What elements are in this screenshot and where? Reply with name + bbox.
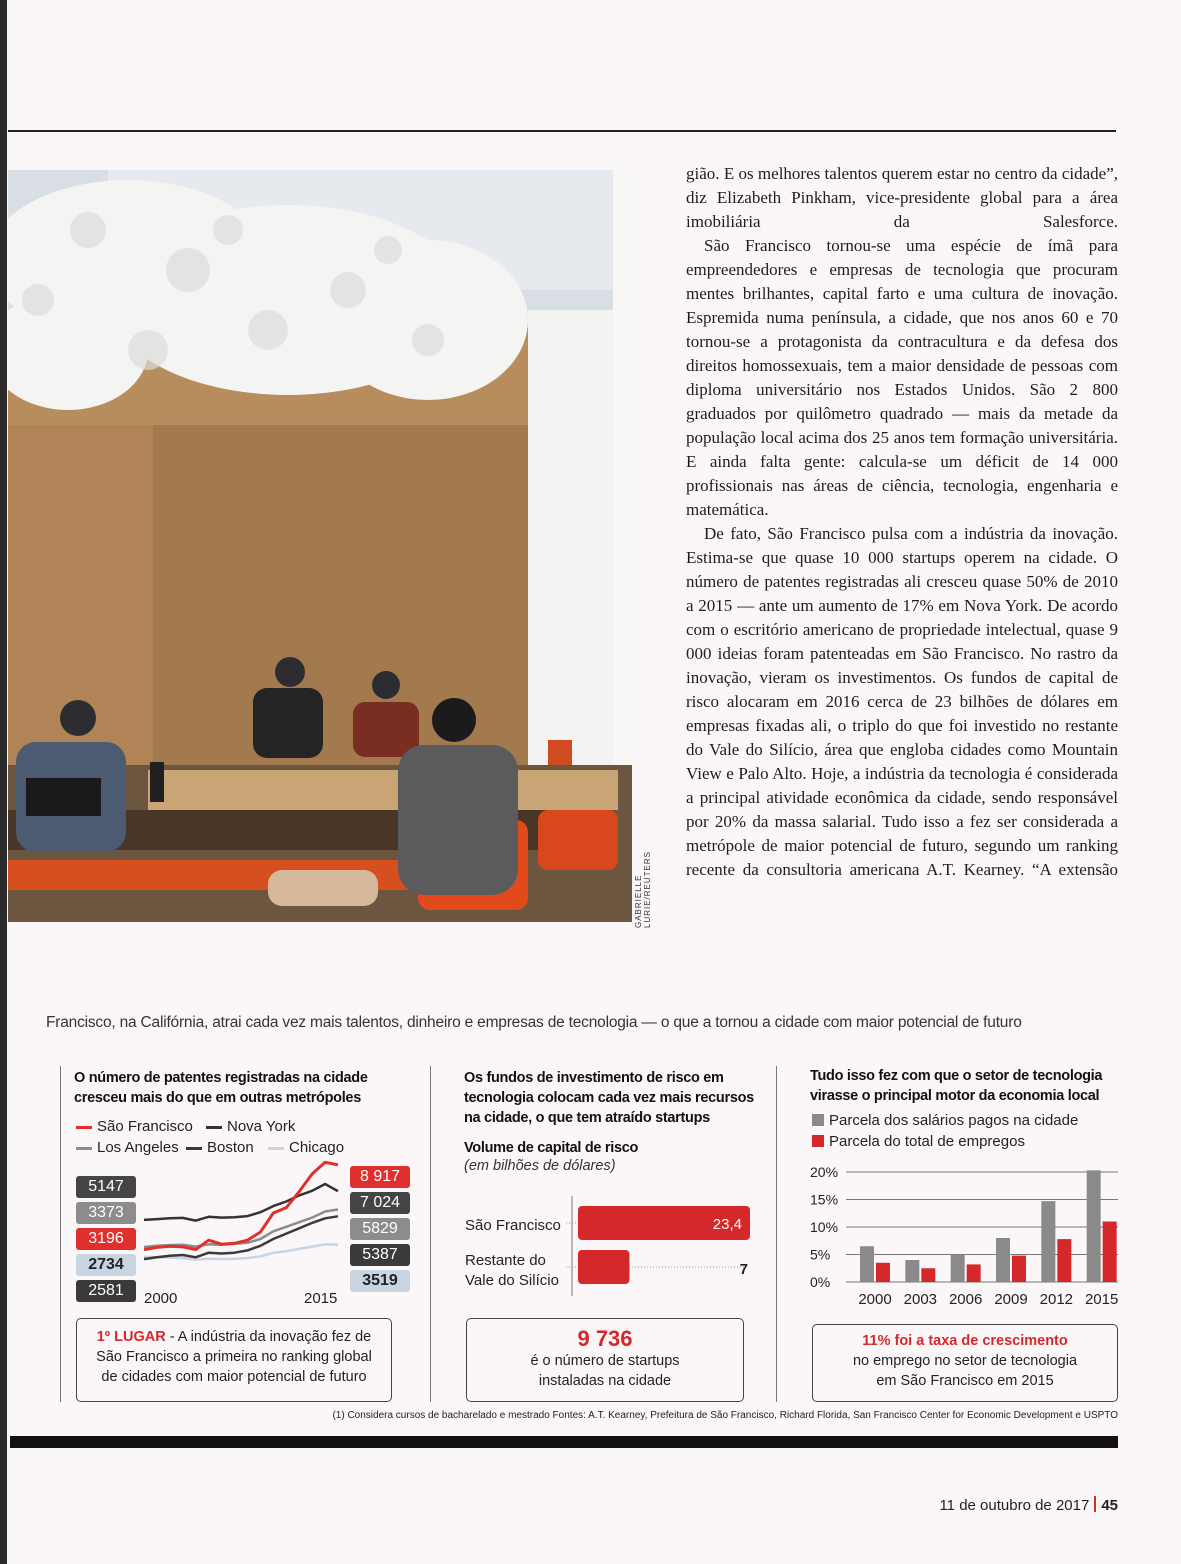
bar (905, 1260, 919, 1282)
bottom-bar (10, 1436, 1118, 1448)
callout-text: São Francisco a primeira no ranking global (96, 1349, 372, 1365)
article-body (686, 162, 1118, 882)
panel1-callout (76, 1318, 392, 1402)
start-value-los-angeles: 3373 (76, 1202, 136, 1224)
panel3-callout (812, 1324, 1118, 1402)
x-tick-label: 2006 (948, 1291, 983, 1308)
panel2-title-line: tecnologia colocam cada vez mais recursos (464, 1090, 754, 1106)
panel1-title (74, 1068, 414, 1108)
legend-salarios (812, 1112, 1078, 1129)
bar (1041, 1201, 1055, 1282)
bar (876, 1263, 890, 1282)
end-value-los-angeles: 5829 (350, 1218, 410, 1240)
bar (1057, 1239, 1071, 1282)
legend-label: Nova York (227, 1118, 296, 1135)
panel1-title-line: cresceu mais do que em outras metrópoles (74, 1090, 361, 1106)
legend-swatch (76, 1126, 92, 1129)
y-tick-label: 20% (810, 1164, 839, 1180)
x-tick-label: 2000 (144, 1290, 178, 1307)
panel2-callout (466, 1318, 744, 1402)
x-tick-label: 2009 (994, 1291, 1028, 1308)
panel3-title (810, 1066, 1120, 1106)
end-value-chicago: 3519 (350, 1270, 410, 1292)
panel-divider (430, 1066, 431, 1402)
category-label: Vale do Silício (465, 1272, 559, 1289)
top-rule (8, 130, 1116, 132)
bar (578, 1250, 629, 1284)
start-value-chicago: 2734 (76, 1254, 136, 1276)
panel1-title-line: O número de patentes registradas na cidade (74, 1070, 368, 1086)
patents-line-chart (130, 1150, 350, 1310)
photo-credit: GABRIELLE LURIE/REUTERS (634, 850, 652, 928)
end-value-sao-francisco: 8 917 (350, 1166, 410, 1188)
y-tick-label: 10% (810, 1219, 839, 1235)
article-paragraph: São Francisco tornou-se uma espécie de ímã para empreendedores e empresas de tecnologia que procuram mentes brilhantes, capital farto e uma cultura de inovação. Espremida numa península, a cidade, que nos anos 60 e 70 tornou-se a protagonista da contracultura e da defesa dos direitos homossexuais, tem a maior densidade de pessoas com diploma universitário nos Estados Unidos. São 2 800 graduados por quilômetro quadrado — mais da metade da população local acima dos 25 anos tem formação universitária. E ainda falta gente: calcula-se um déficit de 14 000 profissionais nas áreas de ciência, tecnologia, engenharia e matemática. (686, 236, 1118, 519)
callout-text: é o número de startups (530, 1353, 680, 1369)
end-value-nova-york: 7 024 (350, 1192, 410, 1214)
infographic-intro: Francisco, na Califórnia, atrai cada vez mais talentos, dinheiro e empresas de tecnologia — o que a tornou a cidade com maior potencial de futuro (46, 1014, 1022, 1031)
bar-value-label: 7 (739, 1261, 748, 1278)
panel-divider (776, 1066, 777, 1402)
panel2-title (464, 1068, 764, 1128)
sources-note: (1) Considera cursos de bacharelado e mestrado Fontes: A.T. Kearney, Prefeitura de São Francisco, Richard Florida, San Francisco Center for Economic Development e USPTO (332, 1410, 1118, 1421)
page-number: 45 (1101, 1497, 1118, 1514)
legend-swatch (812, 1135, 824, 1147)
panel2-subtitle: Volume de capital de risco (464, 1140, 639, 1156)
article-paragraph: De fato, São Francisco pulsa com a indústria da inovação. Estima-se que quase 10 000 startups operem na cidade. O número de patentes registradas ali cresceu quase 50% de 2010 a 2015 — ante um aumento de 17% em Nova York. De acordo com o escritório americano de propriedade intelectual, quase 9 000 ideias foram patenteadas em São Francisco. No rastro da inovação, vieram os investimentos. Os fundos de capital de risco alocaram em 2016 cerca de 23 bilhões de dólares em empresas fixadas ali, o triplo do que foi investido no restante do Vale do Silício, área que engloba cidades como Mountain View e Palo Alto. Hoje, a indústria da tecnologia é considerada a principal atividade econômica da cidade, sendo responsável por 20% da massa salarial. Tudo isso a fez ser considerada a metrópole de maior potencial de futuro, segundo um ranking recente da consultoria americana A.T. Kearney. “A extensão (686, 524, 1118, 879)
y-tick-label: 0% (810, 1274, 831, 1290)
callout-highlight: 1º LUGAR (96, 1329, 166, 1345)
callout-text: em São Francisco em 2015 (876, 1373, 1054, 1389)
legend-swatch (812, 1114, 824, 1126)
panel2-title-line: Os fundos de investimento de risco em (464, 1070, 724, 1086)
footer-date: 11 de outubro de 2017 (939, 1497, 1090, 1514)
legend-nova-york (206, 1118, 295, 1135)
tech-sector-bar-chart (806, 1160, 1122, 1312)
legend-label: Parcela do total de empregos (829, 1133, 1025, 1150)
callout-highlight: 11% foi a taxa de crescimento (862, 1333, 1068, 1349)
legend-label: Chicago (289, 1139, 345, 1156)
legend-label: Boston (207, 1139, 254, 1156)
category-label: Restante do (465, 1252, 546, 1269)
x-tick-label: 2015 (304, 1290, 338, 1307)
y-tick-label: 5% (810, 1246, 831, 1263)
legend-label: Los Angeles (97, 1139, 179, 1156)
article-paragraph: gião. E os melhores talentos querem estar no centro da cidade”, diz Elizabeth Pinkham, vice-presidente global para a área imobiliária da Salesforce. (686, 164, 1118, 231)
office-photo (8, 170, 632, 922)
bar-value-label: 23,4 (712, 1216, 742, 1233)
callout-text: no emprego no setor de tecnologia (852, 1353, 1078, 1369)
page-footer (939, 1496, 1118, 1514)
legend-swatch (206, 1126, 222, 1129)
bar (1012, 1256, 1026, 1282)
series-line-0 (144, 1162, 338, 1249)
panel2-title-line: na cidade, o que tem atraído startups (464, 1110, 710, 1126)
panel3-title-line: virasse o principal motor da economia local (810, 1088, 1100, 1104)
x-tick-label: 2012 (1039, 1291, 1074, 1308)
y-tick-label: 15% (810, 1191, 839, 1208)
venture-capital-bar-chart (460, 1192, 760, 1297)
start-value-sao-francisco: 3196 (76, 1228, 136, 1250)
legend-label: São Francisco (97, 1118, 193, 1135)
panel3-title-line: Tudo isso fez com que o setor de tecnologia (810, 1068, 1103, 1084)
series-line-3 (144, 1216, 338, 1259)
bar (860, 1246, 874, 1282)
start-value-nova-york: 5147 (76, 1176, 136, 1198)
series-line-1 (144, 1184, 338, 1221)
start-value-boston: 2581 (76, 1280, 136, 1302)
bar (996, 1238, 1010, 1282)
page-edge (0, 0, 7, 1564)
callout-highlight: 9 736 (577, 1326, 633, 1351)
callout-text: instaladas na cidade (538, 1373, 672, 1389)
bar (951, 1255, 965, 1283)
callout-text: de cidades com maior potencial de futuro (101, 1369, 367, 1385)
legend-empregos (812, 1133, 1025, 1150)
x-tick-label: 2000 (858, 1291, 892, 1308)
x-tick-label: 2015 (1084, 1291, 1119, 1308)
x-tick-label: 2003 (903, 1291, 938, 1308)
callout-text: - A indústria da inovação fez de (165, 1329, 372, 1345)
legend-sao-francisco (76, 1118, 193, 1135)
panel2-unit: (em bilhões de dólares) (464, 1158, 616, 1174)
panel-divider (60, 1066, 61, 1402)
category-label: São Francisco (465, 1217, 561, 1234)
bar (1103, 1222, 1117, 1283)
legend-label: Parcela dos salários pagos na cidade (829, 1112, 1079, 1129)
end-value-boston: 5387 (350, 1244, 410, 1266)
footer-separator (1094, 1496, 1096, 1512)
legend-swatch (76, 1147, 92, 1150)
bar (921, 1268, 935, 1282)
bar (1087, 1170, 1101, 1282)
bar (967, 1264, 981, 1282)
